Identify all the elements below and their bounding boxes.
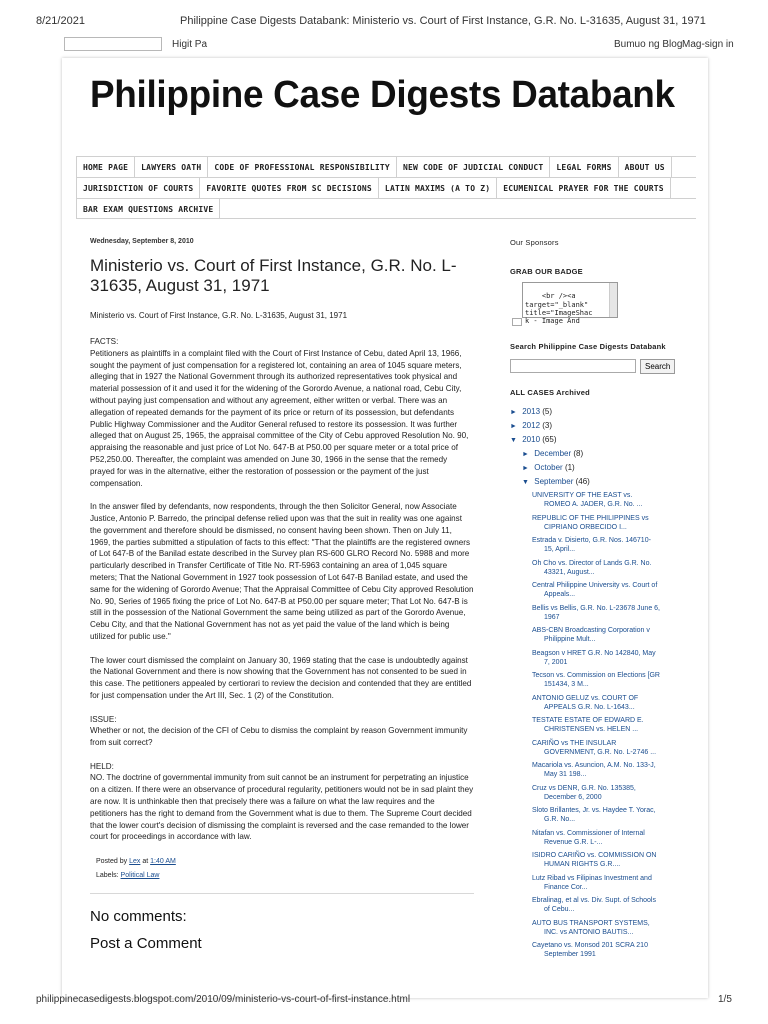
post-link-line[interactable]: APPEALS G.R. No. L-1643... <box>544 703 635 711</box>
navbar-search-input[interactable] <box>64 37 162 51</box>
sponsors-heading: Our Sponsors <box>510 238 559 247</box>
sidebar-search-input[interactable] <box>510 359 636 373</box>
archive-december[interactable] <box>510 447 690 461</box>
menu-legal-forms[interactable]: LEGAL FORMS <box>550 157 618 177</box>
post-link-line[interactable]: ANTONIO GELUZ vs. COURT OF <box>532 694 639 702</box>
blogger-navbar <box>0 34 768 56</box>
post-link-line[interactable]: AUTO BUS TRANSPORT SYSTEMS, <box>532 919 650 927</box>
archive-heading: ALL CASES Archived <box>510 388 590 397</box>
archive-tree <box>510 405 690 489</box>
post-main <box>90 238 474 952</box>
issue-text: Whether or not, the decision of the CFI of Cebu to dismiss the complaint by reason Government immunity from suit correct? <box>90 726 468 748</box>
archive-2012[interactable] <box>510 419 690 433</box>
post-link-line[interactable]: Bellis vs Bellis, G.R. No. L-23678 June 6, <box>532 604 661 612</box>
archive-post-link[interactable] <box>532 491 690 509</box>
collapse-arrow-icon[interactable]: ▼ <box>522 479 529 486</box>
at-label: at <box>142 858 149 866</box>
collapse-arrow-icon[interactable]: ▼ <box>510 437 517 444</box>
archive-count: (5) <box>542 407 553 416</box>
archive-post-link[interactable] <box>532 941 690 959</box>
badge-image-icon[interactable] <box>512 318 522 326</box>
posted-by-label: Posted by <box>96 858 128 866</box>
facts-paragraph-3: The lower court dismissed the complaint on January 30, 1969 stating that the case is undoubtedly against the National Government and there is now showing that the Government has not consented to be sued in this case. The petitioners appealed by certiorari to review the decision and contended that they are entitled for just compensation under the Art III, Sec. 1 (2) of the Constitution. <box>90 655 472 700</box>
post-link-line[interactable]: Central Philippine University vs. Court of <box>532 582 658 589</box>
post-link-line[interactable]: G.R. No... <box>544 816 576 823</box>
facts-paragraph-2: In the answer filed by defendants, now respondents, through the then Solicitor General, now Associate Justice, Antonio P. Barredo, the principal defense relied upon was that the suit in reality was one against the government and therefore should be dismissed, no consent having been shown. Then on July 11, 1969, the parties submitted a stipulation of facts to this effect: "That the plaintiffs are the registered owners of Lot 647-B of the Banilad estate described in the Survey plan RS-600 GLRO Record No. 5988 and more particularly described in Transfer Certificate of Title No. RT-5963 containing an area of 1,045 square meters; That the National Government in 1927 took possession of Lot 647-B Banilad estate, and used the same for the widening of Gorordo Avenue; That the Appraisal Committee of Cebu City approved Resolution No. 90, Series of 1965 fixing the price of Lot No. 647-B at P50.00 per square meter; That Lot No. 647-B is still in the possession of the National Government the same being utilized as part of the Gorordo Avenue, Cebu City, and that the National Government has not as yet paid the value of the land which is being utilized for public use." <box>90 502 474 641</box>
archive-2010[interactable] <box>510 433 690 447</box>
archive-post-link[interactable] <box>532 626 690 644</box>
menu-favorite-quotes[interactable]: FAVORITE QUOTES FROM SC DECISIONS <box>200 178 379 198</box>
archive-count: (8) <box>573 449 584 458</box>
post-comment-heading: Post a Comment <box>90 935 202 953</box>
menu-row-2 <box>76 177 696 198</box>
post-link-line[interactable]: 7, 2001 <box>544 658 568 666</box>
top-menu <box>76 156 696 219</box>
archive-post-link[interactable] <box>532 739 690 757</box>
post-link-line[interactable]: Beagson v HRET G.R. No 142840, May <box>532 649 656 657</box>
archive-post-link[interactable] <box>532 896 690 914</box>
post-link-line[interactable]: Philippine Mult... <box>544 636 596 643</box>
archive-post-link[interactable] <box>532 581 690 599</box>
menu-latin-maxims[interactable]: LATIN MAXIMS (A TO Z) <box>379 178 497 198</box>
archive-post-link[interactable] <box>532 649 690 667</box>
post-link-line[interactable]: 1967 <box>544 613 560 621</box>
post-link-line[interactable]: TESTATE ESTATE OF EDWARD E. <box>532 717 644 724</box>
author-link[interactable]: Lex <box>129 858 141 866</box>
archive-month-label[interactable]: September <box>534 477 574 486</box>
post-link-line[interactable]: September 1991 <box>544 951 596 958</box>
post-link-line[interactable]: Revenue G.R. L-... <box>544 838 603 846</box>
post-link-line[interactable]: Ebralinag, et al vs. Div. Supt. of Schools <box>532 897 656 904</box>
sign-in-link[interactable]: Mag-sign in <box>682 39 734 50</box>
archive-year-label[interactable]: 2010 <box>522 435 541 444</box>
archive-post-link[interactable] <box>532 874 690 892</box>
post-link-line[interactable]: ISIDRO CARIÑO vs. COMMISSION ON <box>532 852 657 859</box>
post-link-line[interactable]: Appeals... <box>544 591 576 598</box>
post-link-line[interactable]: 15, April... <box>544 546 576 553</box>
post-link-line[interactable]: Cruz vs DENR, G.R. No. 135385, <box>532 784 636 792</box>
post-footer <box>90 855 474 883</box>
archive-september[interactable] <box>510 475 690 489</box>
issue-label: ISSUE: <box>90 714 117 724</box>
expand-arrow-icon[interactable]: ► <box>510 423 517 430</box>
post-date: Wednesday, September 8, 2010 <box>90 238 194 245</box>
archive-count: (1) <box>564 463 575 472</box>
archive-count: (65) <box>542 435 557 444</box>
archive-post-link[interactable] <box>532 761 690 779</box>
post-link-line[interactable]: CIPRIANO ORBECIDO I... <box>544 523 627 531</box>
held-text: NO. The doctrine of governmental immunity from suit cannot be an instrument for perpetrating an injustice on a citizen. If there were an observance of procedural regularity, petitioners would not be in sad plaint they are now. It is unthinkable then that precisely there was a failure on what the law requires and the petitioners has the right to demand from the Government what is due to them. The Supreme Court decided that the lower court's decision of dismissing the complaint is reversed and the case remanded to the lower court for proceedings in accordance with law. <box>90 773 474 842</box>
post-link-line[interactable]: Nitafan vs. Commissioner of Internal <box>532 829 645 837</box>
menu-ecumenical-prayer[interactable]: ECUMENICAL PRAYER FOR THE COURTS <box>497 178 671 198</box>
search-heading: Search Philippine Case Digests Databank <box>510 342 666 351</box>
post-body <box>90 336 474 843</box>
archive-post-link[interactable] <box>532 536 690 554</box>
expand-arrow-icon[interactable]: ► <box>522 465 529 472</box>
post-title[interactable]: Ministerio vs. Court of First Instance, G.R. No. L-31635, August 31, 1971 <box>90 256 457 295</box>
no-comments-heading: No comments: <box>90 908 187 926</box>
menu-jurisdiction-of-courts[interactable]: JURISDICTION OF COURTS <box>76 178 200 198</box>
expand-arrow-icon[interactable]: ► <box>522 451 529 458</box>
post-link-line[interactable]: Finance Cor... <box>544 883 588 891</box>
archive-post-link[interactable] <box>532 784 690 802</box>
post-time-link[interactable]: 1:40 AM <box>150 858 176 866</box>
print-title: Philippine Case Digests Databank: Ministerio vs. Court of First Instance, G.R. No. L-31635, August 31, 1971 <box>180 15 706 27</box>
labels-label: Labels: <box>96 872 119 880</box>
blog-title[interactable]: Philippine Case Digests Databank <box>90 74 675 116</box>
post-link-line[interactable]: INC. vs ANTONIO BAUTIS... <box>544 928 634 936</box>
badge-code: <br /><a target="_blank" title="ImageShac k - Image And <box>525 292 593 326</box>
archive-post-list <box>532 491 690 959</box>
archive-post-link[interactable] <box>532 559 690 577</box>
menu-row-1 <box>76 156 696 177</box>
archive-post-link[interactable] <box>532 694 690 712</box>
post-link-line[interactable]: Tecson vs. Commission on Elections [GR <box>532 672 660 679</box>
menu-row-3 <box>76 198 696 219</box>
label-link-political-law[interactable]: Political Law <box>120 872 160 880</box>
menu-new-code-of-judicial-conduct[interactable]: NEW CODE OF JUDICIAL CONDUCT <box>397 157 550 177</box>
archive-2013[interactable] <box>510 405 690 419</box>
post-link-line[interactable]: GOVERNMENT, G.R. No. L-2746 ... <box>544 748 657 756</box>
archive-post-link[interactable] <box>532 919 690 937</box>
post-link-line[interactable]: Lutz Ribad vs Filipinas Investment and <box>532 874 652 882</box>
post-link-line[interactable]: ROMEO A. JADER, G.R. No. ... <box>544 501 643 508</box>
create-blog-link[interactable]: Bumuo ng Blog <box>614 39 683 50</box>
archive-count: (3) <box>542 421 553 430</box>
archive-october[interactable] <box>510 461 690 475</box>
archive-post-link[interactable] <box>532 514 690 532</box>
menu-about-us[interactable]: ABOUT US <box>619 157 672 177</box>
post-link-line[interactable]: CARIÑO vs THE INSULAR <box>532 739 617 747</box>
archive-post-link[interactable] <box>532 806 690 824</box>
print-page-number: 1/5 <box>718 994 732 1005</box>
archive-year-label[interactable]: 2013 <box>522 407 541 416</box>
archive-post-link[interactable] <box>532 604 690 622</box>
post-link-line[interactable]: Oh Cho vs. Director of Lands G.R. No. <box>532 559 652 567</box>
post-link-line[interactable]: May 31 198... <box>544 771 587 778</box>
more-link[interactable]: Higit Pa <box>172 39 208 50</box>
post-link-line[interactable]: HUMAN RIGHTS G.R.... <box>544 861 621 868</box>
archive-post-link[interactable] <box>532 716 690 734</box>
post-link-line[interactable]: CHRISTENSEN vs. HELEN ... <box>544 726 639 733</box>
facts-paragraph-1: Petitioners as plaintiffs in a complaint filed with the Court of First Instance of Cebu, dated April 13, 1966, sought the payment of just compensation for a registered lot, containing an area of 1045 square meters, alleging that in 1927 the National Government through its authorized representatives took physical and material possession of it and used it for the widening of the Gorordo Avenue, a national road, Cebu City, without paying just compensation and without any agreement, either written or verbal. There was an allegation of repeated demands for the payment of its price or return of its possession, but defendants Public Highway Commissioner and the Auditor General refused to restore its possession. It was further alleged that on August 25, 1965, the appraisal committee of the City of Cebu approved Resolution No. 90, appraising the reasonable and just price of Lot No. 647-B at P50.00 per square meter or a total price of P52,250.00. Thereafter, the complaint was amended on June 30, 1966 in the sense that the remedy prayed for was in the alternative, either the restoration of possession or the payment of the just compensation. <box>90 348 469 488</box>
archive-month-label[interactable]: December <box>534 449 572 458</box>
menu-lawyers-oath[interactable]: LAWYERS OATH <box>135 157 208 177</box>
menu-code-of-professional-responsibility[interactable]: CODE OF PROFESSIONAL RESPONSIBILITY <box>208 157 397 177</box>
sidebar <box>510 238 690 964</box>
post-link-line[interactable]: REPUBLIC OF THE PHILIPPINES vs <box>532 514 649 522</box>
post-link-line[interactable]: ABS-CBN Broadcasting Corporation v <box>532 627 650 634</box>
print-header <box>0 0 768 28</box>
archive-post-link[interactable] <box>532 671 690 689</box>
archive-count: (46) <box>575 477 590 486</box>
archive-post-link[interactable] <box>532 851 690 869</box>
post-link-line[interactable]: December 6, 2000 <box>544 793 602 801</box>
post-subtitle: Ministerio vs. Court of First Instance, G.R. No. L-31635, August 31, 1971 <box>90 311 348 320</box>
post-link-line[interactable]: 151434, 3 M... <box>544 681 589 688</box>
post-link-line[interactable]: Cayetano vs. Monsod 201 SCRA 210 <box>532 942 648 949</box>
post-link-line[interactable]: Estrada v. Disierto, G.R. Nos. 146710- <box>532 537 651 544</box>
grab-badge-heading: GRAB OUR BADGE <box>510 267 583 276</box>
expand-arrow-icon[interactable]: ► <box>510 409 517 416</box>
search-button[interactable]: Search <box>640 359 675 374</box>
sidebar-search <box>510 359 690 374</box>
post-link-line[interactable]: UNIVERSITY OF THE EAST vs. <box>532 492 633 499</box>
post-link-line[interactable]: of Cebu... <box>544 906 575 913</box>
print-url: philippinecasedigests.blogspot.com/2010/09/ministerio-vs-court-of-first-instance.html <box>36 994 411 1005</box>
menu-home-page[interactable]: HOME PAGE <box>76 157 135 177</box>
comments-divider <box>90 893 474 894</box>
facts-label: FACTS: <box>90 337 119 346</box>
print-date: 8/21/2021 <box>36 15 85 27</box>
post-link-line[interactable]: 43321, August... <box>544 568 595 576</box>
badge-scrollbar[interactable] <box>609 283 617 317</box>
menu-bar-exam-questions[interactable]: BAR EXAM QUESTIONS ARCHIVE <box>76 199 220 218</box>
archive-post-link[interactable] <box>532 829 690 847</box>
badge-code-textarea[interactable] <box>522 282 618 326</box>
post-link-line[interactable]: Macariola vs. Asuncion, A.M. No. 133-J, <box>532 762 656 769</box>
post-link-line[interactable]: Sloto Brillantes, Jr. vs. Haydee T. Yorac, <box>532 807 656 814</box>
held-label: HELD: <box>90 761 114 771</box>
archive-year-label[interactable]: 2012 <box>522 421 541 430</box>
archive-month-label[interactable]: October <box>534 463 563 472</box>
